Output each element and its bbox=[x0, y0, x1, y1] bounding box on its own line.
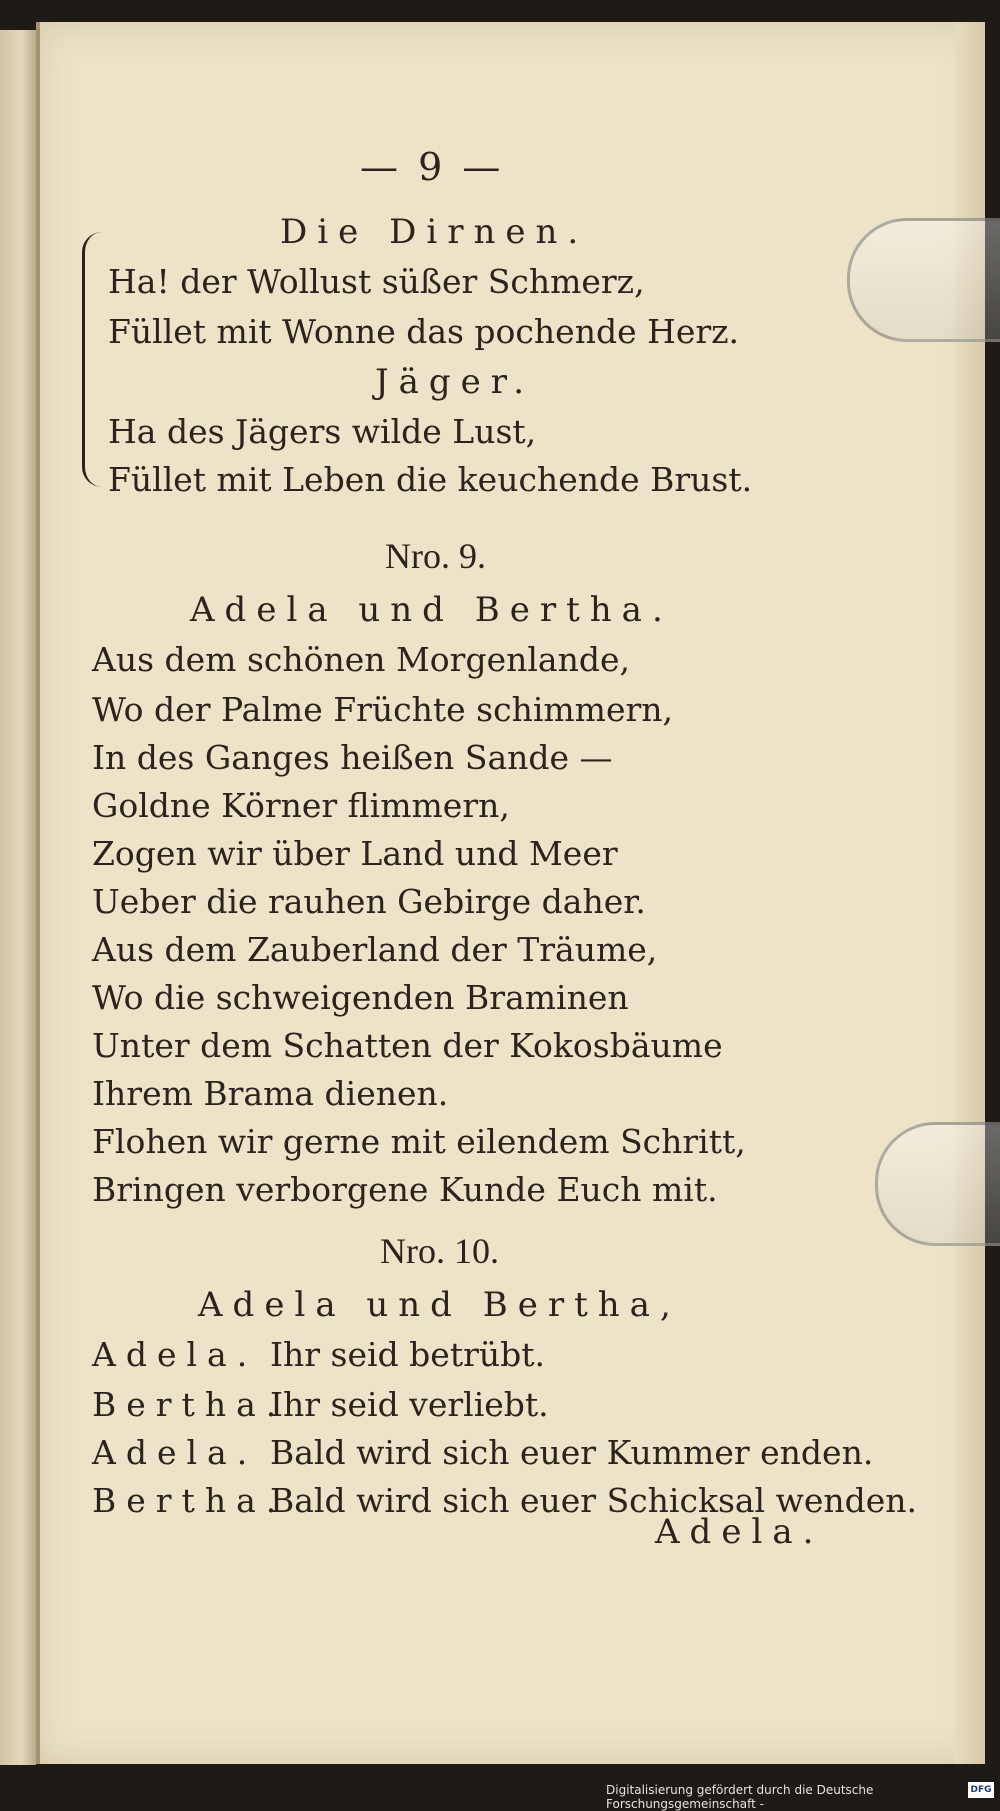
section-number: Nro. 9. bbox=[385, 536, 486, 576]
speaker-heading: Die Dirnen. bbox=[280, 212, 589, 252]
section-number: Nro. 10. bbox=[380, 1231, 499, 1271]
verse-line: Zogen wir über Land und Meer bbox=[92, 834, 618, 873]
dialogue-speaker: Bertha. bbox=[92, 1481, 287, 1520]
dialogue-speaker: Adela. bbox=[92, 1335, 258, 1374]
adjacent-page-edge bbox=[0, 30, 36, 1765]
brace-mark bbox=[82, 232, 107, 487]
verse-line: Ihrem Brama dienen. bbox=[92, 1074, 449, 1113]
verse-line: In des Ganges heißen Sande — bbox=[92, 738, 613, 777]
page-clip bbox=[875, 1122, 1000, 1246]
dialogue-speaker: Bertha. bbox=[92, 1385, 287, 1424]
verse-line: Aus dem schönen Morgenlande, bbox=[92, 640, 630, 679]
verse-line: Unter dem Schatten der Kokosbäume bbox=[92, 1026, 723, 1065]
dialogue-text: Bald wird sich euer Schicksal wenden. bbox=[270, 1481, 918, 1520]
verse-line: Bringen verborgene Kunde Euch mit. bbox=[92, 1170, 718, 1209]
verse-line: Ueber die rauhen Gebirge daher. bbox=[92, 882, 646, 921]
dfg-logo: DFG bbox=[968, 1782, 994, 1798]
verse-line: Goldne Körner flimmern, bbox=[92, 786, 510, 825]
digitization-credit: Digitalisierung gefördert durch die Deutsche Forschungsgemeinschaft - bbox=[606, 1783, 874, 1811]
speaker-heading: Adela und Bertha, bbox=[198, 1285, 681, 1325]
verse-line: Füllet mit Leben die keuchende Brust. bbox=[108, 460, 753, 499]
speaker-heading: Jäger. bbox=[375, 362, 535, 402]
dialogue-text: Bald wird sich euer Kummer enden. bbox=[270, 1433, 874, 1472]
verse-line: Flohen wir gerne mit eilendem Schritt, bbox=[92, 1122, 746, 1161]
dialogue-text: Ihr seid verliebt. bbox=[270, 1385, 549, 1424]
catchword: Adela. bbox=[655, 1512, 824, 1552]
verse-line: Ha des Jägers wilde Lust, bbox=[108, 412, 537, 451]
page-clip bbox=[847, 218, 1000, 342]
verse-line: Wo der Palme Früchte schimmern, bbox=[92, 690, 674, 729]
page-number: — 9 — bbox=[360, 145, 505, 189]
verse-line: Füllet mit Wonne das pochende Herz. bbox=[108, 312, 740, 351]
verse-line: Wo die schweigenden Braminen bbox=[92, 978, 629, 1017]
verse-line: Aus dem Zauberland der Träume, bbox=[92, 930, 658, 969]
dialogue-speaker: Adela. bbox=[92, 1433, 258, 1472]
dialogue-text: Ihr seid betrübt. bbox=[270, 1335, 546, 1374]
speaker-heading: Adela und Bertha. bbox=[190, 590, 673, 630]
page-gutter bbox=[36, 22, 40, 1764]
verse-line: Ha! der Wollust süßer Schmerz, bbox=[108, 262, 645, 301]
